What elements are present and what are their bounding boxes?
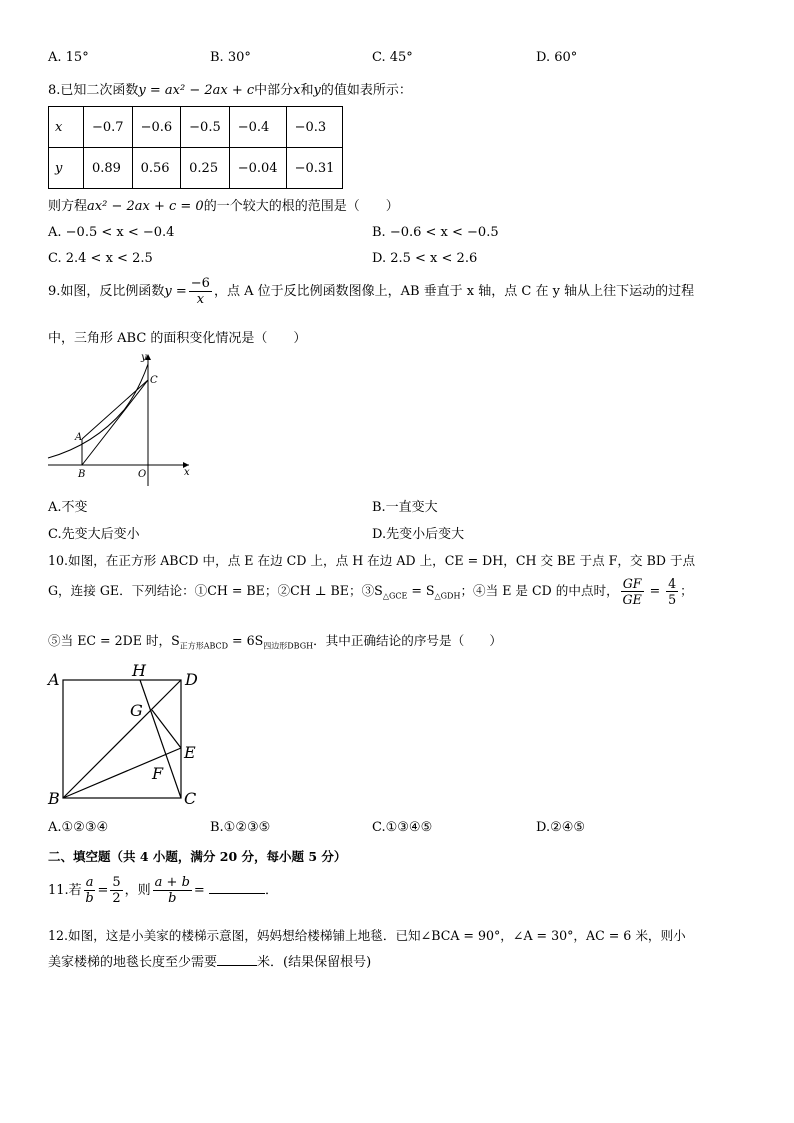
q8-option-b: B. −0.6 < x < −0.5 xyxy=(372,225,499,240)
label-g: G xyxy=(130,701,143,720)
q11-stem-d: ． xyxy=(264,883,278,898)
table-row xyxy=(49,107,343,148)
q12-answer-blank xyxy=(217,953,257,966)
q7-option-c: C. 45° xyxy=(372,50,413,65)
table-cell: −0.7 xyxy=(84,107,133,148)
diagonal-bd xyxy=(63,680,181,798)
q10-line3-a: ⑤当 EC = 2DE 时，S xyxy=(48,633,180,648)
table-cell: x xyxy=(49,107,84,148)
q10-line2-e: ； xyxy=(680,583,693,598)
label-b: B xyxy=(48,789,60,808)
label-y: y xyxy=(141,352,147,363)
q9-func-fraction xyxy=(189,276,212,307)
q9-option-b: B.一直变大 xyxy=(372,500,438,515)
q10-sub-gdh: △GDH xyxy=(434,591,461,601)
label-h: H xyxy=(132,661,146,680)
q11-fraction-a-b xyxy=(84,875,96,906)
q7-option-b: B. 30° xyxy=(210,50,251,65)
q11-answer-blank xyxy=(209,881,265,894)
q10-line3-b: = 6S xyxy=(228,633,264,648)
section2-title: 二、填空题（共 4 小题，满分 20 分，每小题 5 分） xyxy=(48,849,347,864)
table-cell: 0.25 xyxy=(181,148,230,189)
q11-fraction-ab-b xyxy=(153,875,192,906)
q10-fraction2-den: 5 xyxy=(668,592,677,607)
q10-sub-gce: △GCE xyxy=(382,591,408,601)
table-cell: 0.56 xyxy=(132,148,181,189)
label-c: C xyxy=(184,789,197,808)
q9-stem-line1 xyxy=(48,276,694,307)
q11-eq: = xyxy=(97,883,109,898)
q9-func-lhs: y = xyxy=(164,284,187,299)
q9-stem-a: 9.如图，反比例函数 xyxy=(48,284,165,299)
table-cell: −0.04 xyxy=(229,148,286,189)
q8-option-c: C. 2.4 < x < 2.5 xyxy=(48,251,153,266)
q10-fraction-num: GF xyxy=(622,576,642,591)
label-f: F xyxy=(152,764,164,783)
q8-function: y = ax² − 2ax + c xyxy=(138,83,255,98)
q8-stem xyxy=(48,79,412,98)
q12-line1: 12.如图，这是小美家的楼梯示意图，妈妈想给楼梯铺上地毯．已知∠BCA = 90°，∠A = 30°，AC = 6 米，则小 xyxy=(48,928,686,943)
q10-fraction-den: GE xyxy=(622,592,642,607)
label-x: x xyxy=(184,467,190,478)
q11-stem xyxy=(48,875,278,906)
label-c: C xyxy=(150,375,158,386)
q10-line3-c: ．其中正确结论的序号是（ ） xyxy=(313,633,502,648)
q12-line2-a: 美家楼梯的地毯长度至少需要 xyxy=(48,955,218,970)
q11-fraction-5-2 xyxy=(110,875,122,906)
q8-var-x: x xyxy=(293,83,301,98)
q11-f2-den: 2 xyxy=(112,891,121,906)
table-cell: −0.3 xyxy=(286,107,343,148)
q11-stem-a: 11.若 xyxy=(48,883,82,898)
q9-option-c: C.先变大后变小 xyxy=(48,527,140,542)
q8-value-table xyxy=(48,106,343,189)
q10-option-d: D.②④⑤ xyxy=(536,820,586,835)
q9-func-denominator: x xyxy=(196,292,205,307)
q11-stem-b: ，则 xyxy=(124,883,151,898)
table-cell: y xyxy=(49,148,84,189)
table-row xyxy=(49,148,343,189)
label-b: B xyxy=(78,469,86,480)
q11-f2-num: 5 xyxy=(112,875,121,890)
q10-line2-a: G，连接 GE．下列结论：①CH = BE；②CH ⊥ BE；③S xyxy=(48,583,383,598)
q12-line2 xyxy=(48,951,371,970)
q9-stem-b: ，点 A 位于反比例函数图像上，AB 垂直于 x 轴，点 C 在 y 轴从上往下运动的过程 xyxy=(213,284,695,299)
q12-line2-b: 米．(结果保留根号) xyxy=(257,955,372,970)
q8-stem-c: 和 xyxy=(300,83,314,98)
q8-stem-d: 的值如表所示： xyxy=(320,83,412,98)
segment-be xyxy=(63,748,181,798)
q9-func-numerator: −6 xyxy=(190,276,210,291)
q10-figure xyxy=(44,660,214,810)
q10-fraction-gf-ge xyxy=(621,576,644,607)
label-a: A xyxy=(48,670,60,689)
q8-var-y: y xyxy=(313,83,321,98)
segment-ge xyxy=(152,710,181,748)
q7-option-a: A. 15° xyxy=(48,50,89,65)
q8-stem-b: 中部分 xyxy=(254,83,294,98)
q10-option-b: B.①②③⑤ xyxy=(210,820,271,835)
q10-fraction2-num: 4 xyxy=(668,576,677,591)
q8-option-d: D. 2.5 < x < 2.6 xyxy=(372,251,478,266)
q9-stem-c: 中，三角形 ABC 的面积变化情况是（ ） xyxy=(48,331,307,346)
q10-line2 xyxy=(48,576,693,607)
q10-sub-square: 正方形ABCD xyxy=(179,641,229,651)
q11-f1-den: b xyxy=(85,891,94,906)
q11-stem-c: = xyxy=(193,883,205,898)
table-cell: −0.6 xyxy=(132,107,181,148)
q10-line3 xyxy=(48,630,502,652)
table-cell: −0.4 xyxy=(229,107,286,148)
q8-question-b: 的一个较大的根的范围是（ ） xyxy=(203,199,399,214)
q10-line2-d: = xyxy=(645,583,665,598)
q8-equation: ax² − 2ax + c = 0 xyxy=(87,199,204,214)
q9-option-a: A.不变 xyxy=(48,500,88,515)
q11-f3-den: b xyxy=(168,891,177,906)
q10-line1: 10.如图，在正方形 ABCD 中，点 E 在边 CD 上，点 H 在边 AD 上，CE = DH，CH 交 BE 于点 F，交 BD 于点 xyxy=(48,553,696,568)
table-cell: −0.5 xyxy=(181,107,230,148)
q8-stem-a: 8.已知二次函数 xyxy=(48,83,139,98)
label-d: D xyxy=(185,670,198,689)
segment-ac xyxy=(82,380,148,439)
q10-fraction-4-5 xyxy=(666,576,678,607)
table-cell: 0.89 xyxy=(84,148,133,189)
q7-option-d: D. 60° xyxy=(536,50,578,65)
q10-option-c: C.①③④⑤ xyxy=(372,820,433,835)
q10-line2-b: = S xyxy=(407,583,435,598)
q11-f1-num: a xyxy=(85,875,94,890)
segment-bc xyxy=(82,380,148,465)
table-cell: −0.31 xyxy=(286,148,343,189)
q8-option-a: A. −0.5 < x < −0.4 xyxy=(48,225,175,240)
q9-figure xyxy=(44,350,194,490)
q10-line2-c: ；④当 E 是 CD 的中点时， xyxy=(460,583,619,598)
q9-option-d: D.先变小后变大 xyxy=(372,527,465,542)
q11-f3-num: a + b xyxy=(154,875,190,890)
label-e: E xyxy=(184,743,196,762)
q8-question-a: 则方程 xyxy=(48,199,88,214)
q10-option-a: A.①②③④ xyxy=(48,820,109,835)
label-o: O xyxy=(138,469,147,480)
q10-sub-quad: 四边形DBGH xyxy=(263,641,314,651)
label-a: A xyxy=(75,432,83,443)
q8-question xyxy=(48,195,399,214)
